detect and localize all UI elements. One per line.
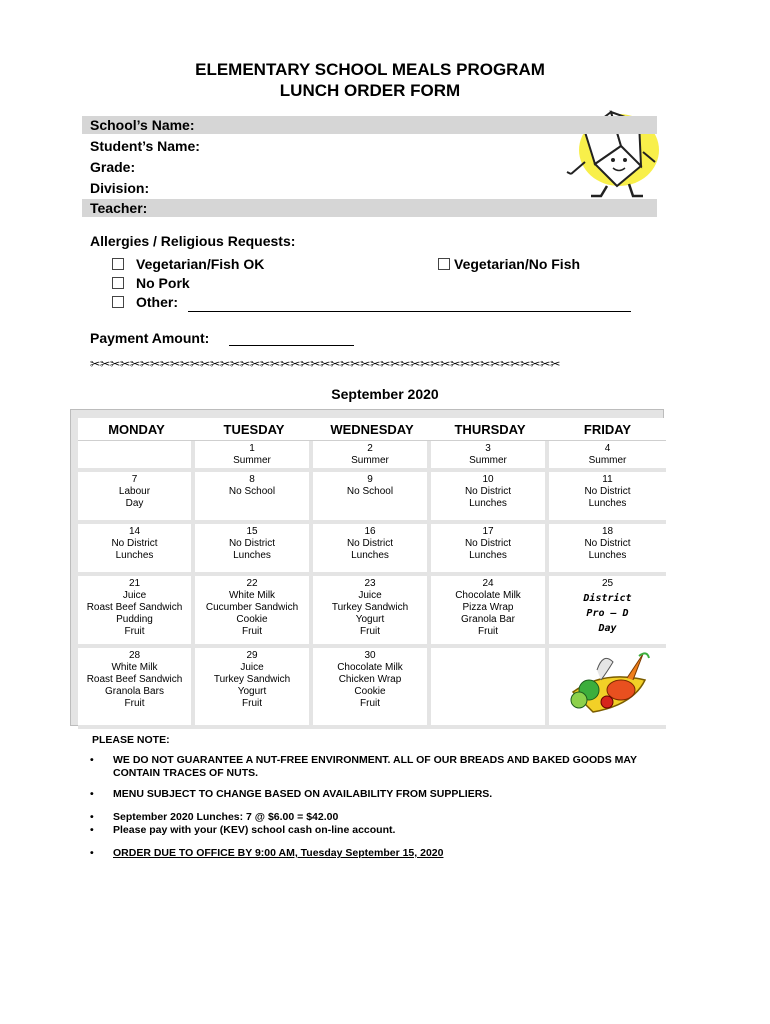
day-number: 29 xyxy=(246,650,258,661)
day-number: 14 xyxy=(128,526,141,537)
menu-text: Summer xyxy=(233,455,271,466)
vegetables-illustration xyxy=(563,650,653,720)
other-option[interactable]: Other: xyxy=(112,294,178,310)
calendar-day-cell xyxy=(78,576,195,648)
menu-text: No District Lunches xyxy=(584,486,631,509)
day-header: THURSDAY xyxy=(431,418,549,441)
day-header: TUESDAY xyxy=(195,418,313,441)
day-number: 17 xyxy=(482,526,494,537)
day-number: 2 xyxy=(367,443,373,454)
teacher-field[interactable]: Teacher: xyxy=(82,199,657,217)
calendar-day-cell xyxy=(549,576,666,648)
day-number: 25 xyxy=(601,578,614,589)
notes-heading: PLEASE NOTE: xyxy=(92,734,170,746)
note-item: • September 2020 Lunches: 7 @ $6.00 = $42.00 xyxy=(90,811,339,823)
veg-no-fish-option[interactable]: Vegetarian/No Fish xyxy=(438,256,580,272)
day-number: 8 xyxy=(249,474,255,485)
menu-text: Summer xyxy=(588,455,627,466)
student-name-field[interactable]: Student’s Name: xyxy=(90,138,200,154)
day-number: 15 xyxy=(246,526,258,537)
calendar-day-cell xyxy=(313,524,431,576)
calendar-day-cell xyxy=(313,472,431,524)
checkbox[interactable] xyxy=(112,277,124,289)
checkbox[interactable] xyxy=(438,258,450,270)
grade-field[interactable]: Grade: xyxy=(90,159,136,175)
menu-text: No District Lunches xyxy=(464,538,512,561)
day-number: 9 xyxy=(367,474,373,485)
payment-label: Payment Amount: xyxy=(90,330,210,346)
menu-text: No School xyxy=(346,486,394,497)
day-number: 16 xyxy=(364,526,376,537)
calendar-day-cell xyxy=(549,472,666,524)
menu-text: No District Lunches xyxy=(584,538,631,561)
day-number: 1 xyxy=(249,443,255,454)
calendar-day-cell xyxy=(431,576,549,648)
calendar-day-cell xyxy=(78,648,195,729)
menu-text: Juice Turkey Sandwich Yogurt Fruit xyxy=(213,662,291,709)
menu-text: No District Lunches xyxy=(346,538,394,561)
calendar-day-cell xyxy=(78,441,195,472)
form-subtitle: LUNCH ORDER FORM xyxy=(279,81,461,100)
day-number: 3 xyxy=(485,443,491,454)
notes-section xyxy=(92,734,672,860)
menu-text: Juice Turkey Sandwich Yogurt Fruit xyxy=(331,590,409,637)
day-number: 28 xyxy=(128,650,141,661)
day-header: WEDNESDAY xyxy=(313,418,431,441)
other-input-line[interactable] xyxy=(188,311,631,312)
payment-input-line[interactable] xyxy=(229,345,354,346)
note-item: • Please pay with your (KEV) school cash on-line account. xyxy=(90,824,396,836)
menu-text: White Milk Roast Beef Sandwich Granola Bars Fruit xyxy=(86,662,183,709)
menu-text: Summer xyxy=(469,455,507,466)
day-number: 10 xyxy=(482,474,494,485)
checkbox[interactable] xyxy=(112,258,124,270)
calendar-day-cell xyxy=(78,472,195,524)
calendar-week-row xyxy=(78,441,666,472)
menu-text: No District Lunches xyxy=(111,538,158,561)
calendar-day-cell xyxy=(431,441,549,472)
menu-text: District Pro – D Day xyxy=(583,593,632,634)
menu-text: Chocolate Milk Pizza Wrap Granola Bar Fruit xyxy=(455,590,521,637)
veg-fish-ok-option[interactable]: Vegetarian/Fish OK xyxy=(112,256,264,272)
menu-text: Chocolate Milk Chicken Wrap Cookie Fruit xyxy=(337,662,403,709)
calendar-week-row xyxy=(78,648,666,729)
day-header: FRIDAY xyxy=(549,418,666,441)
note-item: • MENU SUBJECT TO CHANGE BASED ON AVAILABILITY FROM SUPPLIERS. xyxy=(90,788,493,800)
menu-text: Juice Roast Beef Sandwich Pudding Fruit xyxy=(86,590,183,637)
menu-text: No District Lunches xyxy=(228,538,276,561)
note-item: • WE DO NOT GUARANTEE A NUT-FREE ENVIRONMENT. ALL OF OUR BREADS AND BAKED GOODS MAY CONTAIN TRACES OF NUTS. xyxy=(90,754,637,779)
day-number: 18 xyxy=(601,526,614,537)
menu-text: White Milk Cucumber Sandwich Cookie Fruit xyxy=(205,590,299,637)
calendar-week-row xyxy=(78,576,666,648)
day-number: 24 xyxy=(482,578,494,589)
calendar-day-cell xyxy=(195,524,313,576)
calendar-day-cell xyxy=(313,441,431,472)
lunch-calendar xyxy=(78,418,666,729)
day-number: 30 xyxy=(364,650,376,661)
calendar-week-row xyxy=(78,472,666,524)
calendar-day-cell xyxy=(431,648,549,729)
calendar-day-cell xyxy=(549,441,666,472)
calendar-day-cell xyxy=(431,472,549,524)
calendar-day-cell xyxy=(195,441,313,472)
calendar-day-cell xyxy=(313,648,431,729)
day-number: 11 xyxy=(602,474,613,485)
school-name-field[interactable]: School’s Name: xyxy=(82,116,657,134)
calendar-day-cell xyxy=(313,576,431,648)
menu-text: Labour Day xyxy=(118,486,151,509)
checkbox[interactable] xyxy=(112,296,124,308)
menu-text: No District Lunches xyxy=(464,486,512,509)
calendar-day-cell xyxy=(195,576,313,648)
scissor-cut-line: ✂✂✂✂✂✂✂✂✂✂✂✂✂✂✂✂✂✂✂✂✂✂✂✂✂✂✂✂✂✂✂✂✂✂✂✂✂✂✂✂✂✂✂✂✂✂✂ xyxy=(90,357,561,371)
day-header: MONDAY xyxy=(78,418,195,441)
menu-text: No School xyxy=(228,486,276,497)
calendar-day-cell xyxy=(431,524,549,576)
requests-heading: Allergies / Religious Requests: xyxy=(90,233,296,249)
no-pork-option[interactable]: No Pork xyxy=(112,275,190,291)
calendar-day-cell xyxy=(549,648,666,729)
menu-text: Summer xyxy=(351,455,389,466)
day-number: 4 xyxy=(604,443,611,454)
calendar-day-cell xyxy=(549,524,666,576)
calendar-day-cell xyxy=(195,648,313,729)
note-item: • ORDER DUE TO OFFICE BY 9:00 AM, Tuesday September 15, 2020 xyxy=(90,847,444,859)
day-number: 22 xyxy=(246,578,258,589)
calendar-month: September 2020 xyxy=(331,386,439,402)
day-number: 23 xyxy=(364,578,376,589)
day-number: 21 xyxy=(128,578,141,589)
division-field[interactable]: Division: xyxy=(90,180,150,196)
day-number: 7 xyxy=(131,474,138,485)
calendar-week-row xyxy=(78,524,666,576)
calendar-day-cell xyxy=(78,524,195,576)
form-title: ELEMENTARY SCHOOL MEALS PROGRAM xyxy=(195,60,545,79)
calendar-day-cell xyxy=(195,472,313,524)
